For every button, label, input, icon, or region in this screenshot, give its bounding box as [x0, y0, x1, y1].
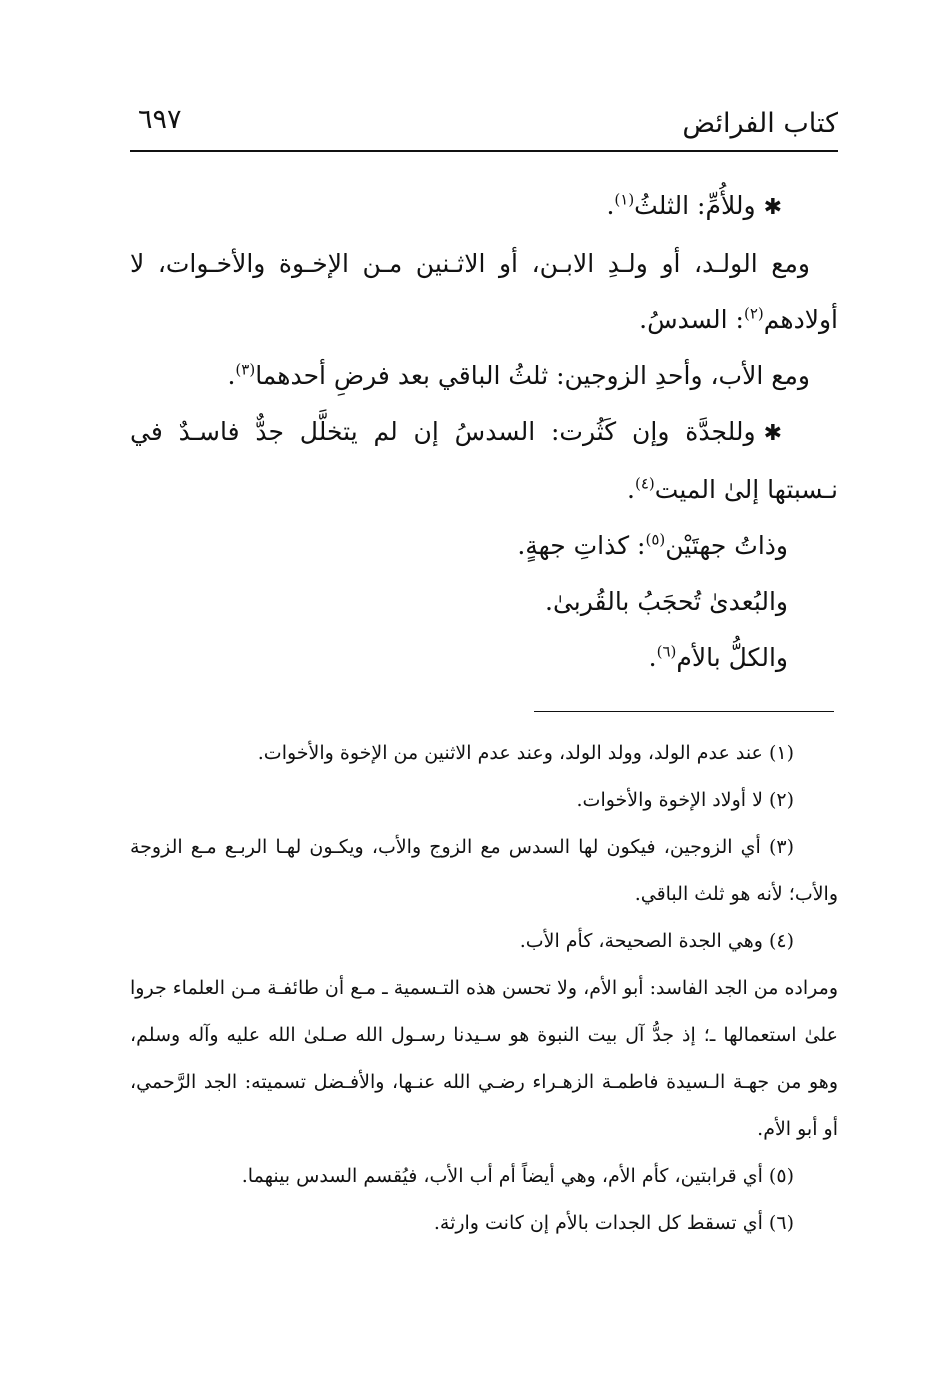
text-line-mother: ✱وللأُمِّ: الثلثُ$^{(١)}$.: [130, 178, 838, 236]
footnote-3: (٣) أي الزوجين، فيكون لها السدس مع الزوج والأب، ويكـون لهـا الربـع مـع الزوجة والأب؛ لأنه هو ثلث الباقي.: [130, 836, 838, 905]
footnote-6: (٦) أي تسقط كل الجدات بالأم إن كانت وارثة.: [433, 1212, 794, 1234]
footnote-4: (٤) وهي الجدة الصحيحة، كأم الأب.: [519, 930, 794, 952]
text-line-all: والكلُّ بالأم$^{(٦)}$.: [648, 642, 788, 672]
footnote-ref: (٤): [635, 474, 655, 493]
footnotes: [130, 730, 838, 1247]
page-number: ٦٩٧: [138, 104, 182, 135]
footnote-ref: (١): [614, 190, 635, 209]
footnote-divider: [534, 711, 834, 712]
footnote-5: (٥) أي قرابتين، كأم الأم، وهي أيضاً أم أب الأب، فيُقسم السدس بينهما.: [241, 1165, 794, 1187]
footnote-ref: (٦): [656, 642, 677, 661]
running-header: [130, 100, 838, 152]
footnote-4-continuation: ومراده من الجد الفاسد: أبو الأم، ولا تحسن هذه التـسمية ـ مـع أن طائفـة مـن العلماء جروا علىٰ استعمالها ـ؛ إذ جدُّ آل بيت النبوة هو سـيدنا رسـول الله صـلىٰ الله عليه وآله وسلم، وهو من جهـة الـسيدة فاطمـة الزهـراء رضـي الله عنـها، والأفـضل تسميته: الجد الرَّحمي، أو أبو الأم.: [130, 977, 838, 1140]
asterisk-icon: ✱: [763, 195, 782, 220]
footnote-ref: (٥): [645, 530, 666, 549]
footnote-ref: (٣): [235, 360, 256, 379]
text-line-grandmother: ✱وللجدَّة وإن كَثُرت: السدسُ إن لم يتخلَّل جدٌّ فاسـدٌ في نـسبتها إلىٰ الميت$^{(٤)}$.: [130, 404, 838, 518]
main-text: [130, 178, 838, 686]
text-line-with-children: ومع الولـد، أو ولـدِ الابـن، أو الاثـنين مـن الإخـوة والأخـوات، لا أولادهم$^{(٢)}$: السدسُ.: [130, 249, 838, 334]
chapter-title: كتاب الفرائض: [682, 108, 838, 139]
footnote-1: (١) عند عدم الولد، وولد الولد، وعند عدم الاثنين من الإخوة والأخوات.: [257, 742, 794, 764]
asterisk-icon: ✱: [763, 421, 782, 446]
text-line-farther: والبُعدىٰ تُحجَبُ بالقُربىٰ.: [545, 587, 788, 616]
text-line-with-father: ومع الأب، وأحدِ الزوجين: ثلثُ الباقي بعد فرضِ أحدهما$^{(٣)}$.: [227, 360, 810, 390]
text-line-two-sides: وذاتُ جهتَيْن$^{(٥)}$: كذاتِ جهةٍ.: [517, 530, 788, 560]
footnote-ref: (٢): [743, 304, 764, 323]
footnote-2: (٢) لا أولاد الإخوة والأخوات.: [576, 789, 794, 811]
